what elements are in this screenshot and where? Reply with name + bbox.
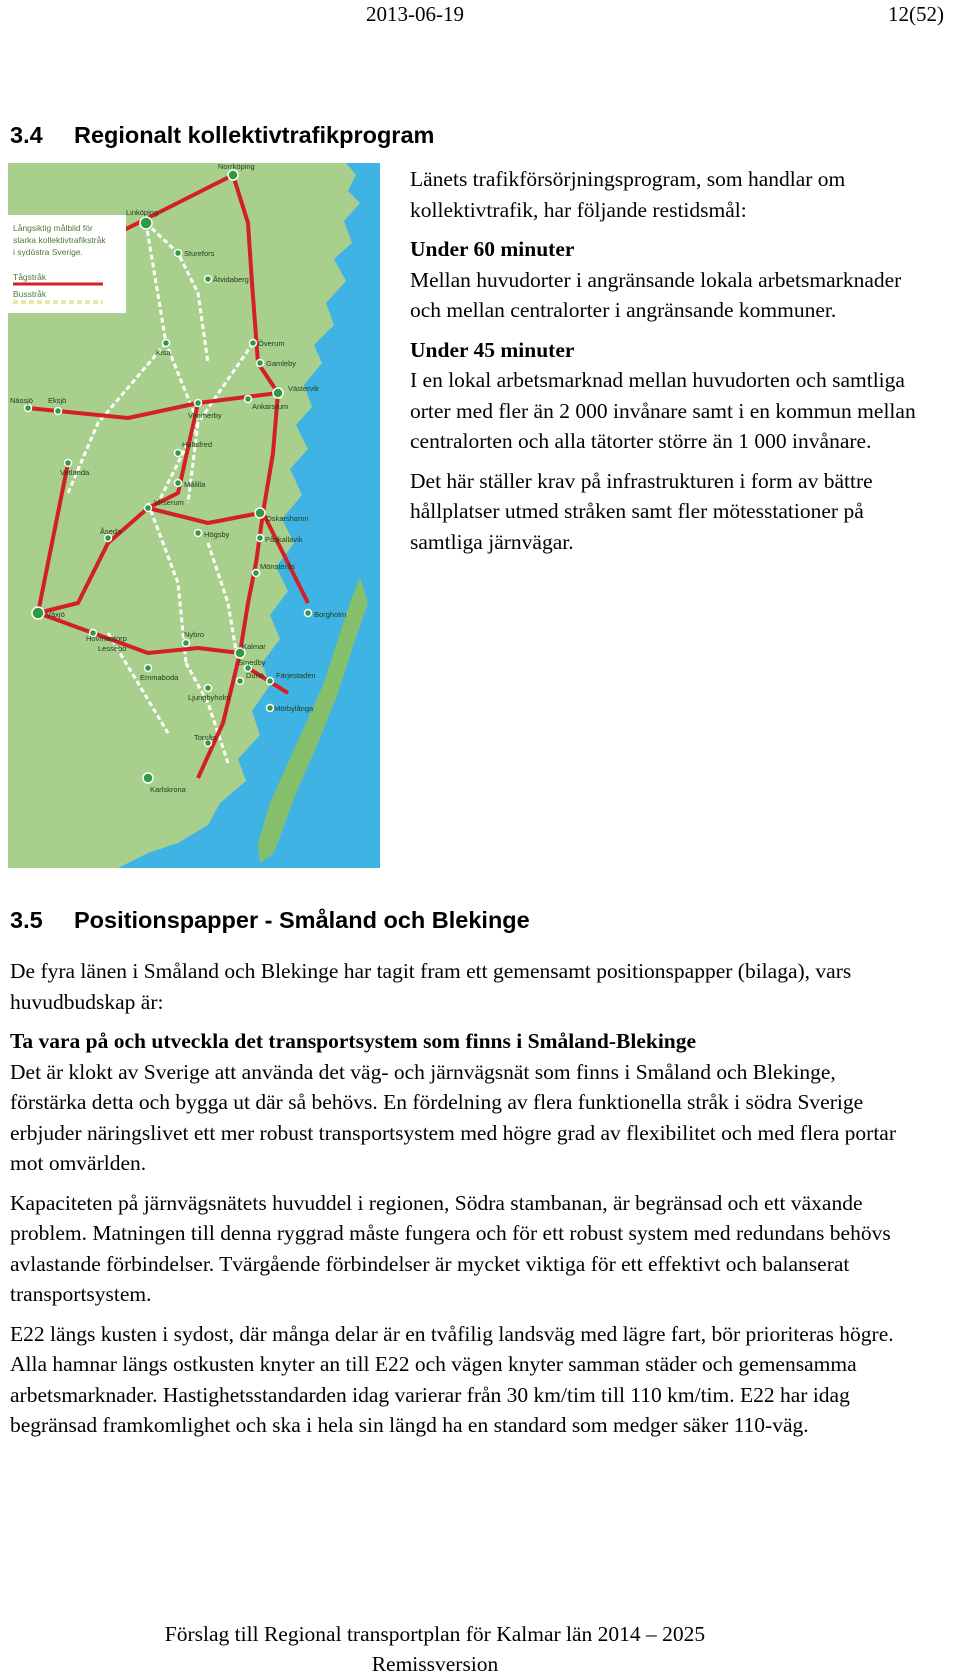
town-label: Ljungbyholm (188, 693, 231, 702)
town-label: Torsås (194, 733, 217, 742)
legend-train-label: Tågstråk (13, 272, 47, 282)
town-label: Överum (258, 339, 285, 348)
town-label: Kisa (156, 348, 171, 357)
footer-line-2: Remissversion (371, 1652, 499, 1676)
section-3-5-text (10, 956, 910, 1450)
town-label: Linköping (126, 208, 159, 217)
town-label: Målilla (184, 480, 206, 489)
footer-line-1: Förslag till Regional transportplan för Kalmar län 2014 – 2025 (164, 1622, 706, 1646)
legend-title-line-2: starka kollektivtrafikstråk (13, 235, 106, 245)
town-label: Ankarsrum (252, 402, 289, 411)
town-label: Gamleby (266, 359, 297, 368)
closing-paragraph: Det här ställer krav på infrastrukturen i form av bättre hållplatser utmed stråken samt fler mötesstationer på samtliga järnvägar. (410, 468, 873, 554)
section-title: Regionalt kollektivtrafikprogram (74, 122, 435, 148)
intro-paragraph: Länets trafikförsörjningsprogram, som handlar om kollektivtrafik, har följande restidsmål: (410, 167, 846, 222)
section-3-5-heading (10, 907, 530, 934)
section-3-4-heading (10, 122, 434, 149)
town-label: Hovmantorp (86, 634, 127, 643)
legend-bus-label: Busstråk (13, 289, 47, 299)
town-label: Kalmar (242, 642, 266, 651)
town-label: Virserum (154, 498, 184, 507)
goal-1-heading: Under 60 minuter (410, 237, 575, 261)
header-date: 2013-06-19 (366, 2, 464, 26)
goal-2-heading: Under 45 minuter (410, 337, 575, 362)
section-number: 3.4 (10, 122, 43, 148)
town-label: Dunö (246, 671, 264, 680)
town-label: Växjö (46, 610, 65, 619)
paragraph-2: Kapaciteten på järnvägsnätets huvuddel i regionen, Södra stambanan, är begränsad och ett växande problem. Matningen till denna ryggrad måste fungera och för ett robust system med redundans behövs avlastande förbindelser. Tvärgående förbindelser är mycket viktiga för ett effektivt och balanserat transportsystem. (10, 1190, 891, 1306)
town-label: Oskarshamn (266, 514, 309, 523)
paragraph-3: E22 längs kusten i sydost, där många delar är en tvåfilig landsväg med lägre fart, bör prioriteras högre. Alla hamnar längs ostkusten knyter an till E22 och vägen knyter samman städer och gemensamma arbetsmarknader. Hastighetsstandarden idag varierar från 30 km/tim till 110 km/tim. E22 har idag begränsad framkomlighet och ska i hela sin längd ha en standard som medger säker 110-väg. (10, 1321, 894, 1437)
town-label: Västervik (288, 384, 319, 393)
town-label: Mörbylånga (274, 704, 314, 713)
town-label: Färjestaden (276, 671, 316, 680)
town-label: Mönsterås (260, 562, 296, 571)
goal-2-text: I en lokal arbetsmarknad mellan huvudorten och samtliga orter med fler än 2 000 invånare samt i en kommun mellan centralorten och alla tätorter större än 1 000 invånare. (410, 368, 916, 453)
transit-map-svg (8, 163, 380, 868)
section-3-4-text (410, 164, 930, 566)
town-label: Nässjö (10, 396, 33, 405)
town-label: Vimmerby (188, 411, 222, 420)
town-label: Borgholm (314, 610, 347, 619)
town-label: Norrköping (218, 163, 255, 171)
town-label: Hultsfred (182, 440, 213, 449)
town-label: Högsby (204, 530, 230, 539)
section-title: Positionspapper - Småland och Blekinge (74, 907, 530, 933)
intro-paragraph: De fyra länen i Småland och Blekinge har tagit fram ett gemensamt positionspapper (bilaga), vars huvudbudskap är: (10, 959, 852, 1014)
town-label: Emmaboda (140, 673, 179, 682)
town-label: Eksjö (48, 396, 67, 405)
town-label: Åtvidaberg (213, 275, 249, 284)
town-label: Smedby (238, 658, 266, 667)
town-label: Åseda (100, 527, 122, 536)
town-label: Karlskrona (150, 785, 186, 794)
town-label: Sturefors (184, 249, 215, 258)
legend-title-line-1: Långsiktig målbild för (13, 223, 93, 233)
town-label: Påskallavik (265, 535, 303, 544)
section-number: 3.5 (10, 907, 43, 933)
paragraph-1: Det är klokt av Sverige att använda det väg- och järnvägsnät som finns i Småland och Blekinge, förstärka detta och bygga ut där så behövs. En fördelning av flera funktionella stråk i södra Sverige erbjuder näringslivet ett mer robust transportsystem med högre grad av flexibilitet och med flera portar mot omvärlden. (10, 1059, 896, 1175)
goal-1-text: Mellan huvudorter i angränsande lokala arbetsmarknader och mellan centralorter i angränsande kommuner. (410, 267, 902, 322)
header-page-number: 12(52) (888, 2, 944, 26)
transit-map (8, 163, 380, 868)
legend-title-line-3: i sydöstra Sverige. (13, 247, 83, 257)
town-label: Lessebo (98, 644, 127, 653)
town-label: Vetlanda (60, 468, 90, 477)
sub-heading: Ta vara på och utveckla det transportsystem som finns i Småland-Blekinge (10, 1029, 697, 1053)
town-label: Nybro (184, 630, 205, 639)
